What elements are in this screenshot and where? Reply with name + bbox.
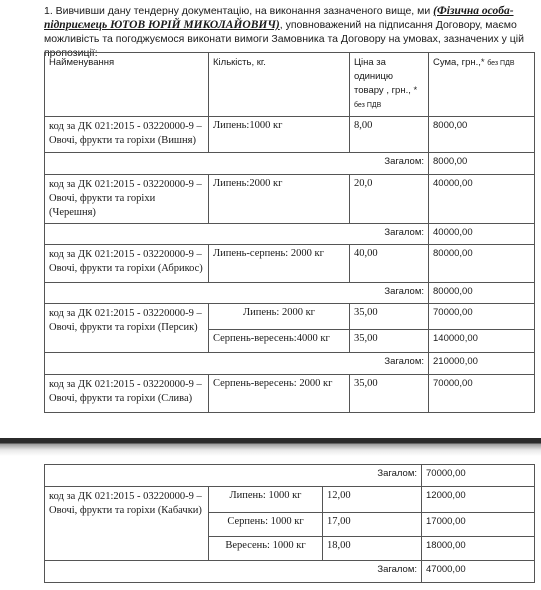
table-header-row — [45, 53, 535, 117]
item-price: 35,00 — [350, 330, 429, 353]
item-sum: 70000,00 — [429, 304, 535, 330]
total-label: Загалом: — [45, 353, 429, 375]
item-name: код за ДК 021:2015 - 03220000-9 – Овочі, фрукти та горіхи (Слива) — [45, 375, 209, 413]
item-qty: Липень-серпень: 2000 кг — [209, 245, 350, 283]
item-sum: 80000,00 — [429, 245, 535, 283]
table-row — [45, 487, 535, 513]
item-name: код за ДК 021:2015 - 03220000-9 – Овочі, фрукти та горіхи (Кабачки) — [45, 487, 209, 561]
total-row — [45, 283, 535, 304]
page-break — [0, 438, 541, 456]
item-name: код за ДК 021:2015 - 03220000-9 – Овочі, фрукти та горіхи (Абрикос) — [45, 245, 209, 283]
total-label: Загалом: — [45, 224, 429, 245]
item-sum: 70000,00 — [429, 375, 535, 413]
total-label: Загалом: — [45, 561, 422, 583]
header-sum-note: без ПДВ — [487, 60, 515, 67]
item-qty: Липень:1000 кг — [209, 117, 350, 153]
total-value: 8000,00 — [429, 153, 535, 175]
total-row — [45, 224, 535, 245]
item-qty: Липень: 2000 кг — [209, 304, 350, 330]
total-row — [45, 153, 535, 175]
item-price: 12,00 — [323, 487, 422, 513]
item-price: 17,00 — [323, 513, 422, 537]
item-qty: Липень:2000 кг — [209, 175, 350, 224]
item-sum: 40000,00 — [429, 175, 535, 224]
header-qty: Кількість, кг. — [209, 53, 350, 117]
item-sum: 12000,00 — [422, 487, 535, 513]
total-row — [45, 465, 535, 487]
total-value: 47000,00 — [422, 561, 535, 583]
item-price: 35,00 — [350, 375, 429, 413]
item-sum: 17000,00 — [422, 513, 535, 537]
item-name: код за ДК 021:2015 - 03220000-9 – Овочі, фрукти та горіхи (Персик) — [45, 304, 209, 353]
table-row — [45, 245, 535, 283]
item-qty: Липень: 1000 кг — [209, 487, 323, 513]
intro-text-end: , уповноважений на підписання Договору, маємо можливість та погоджуємося виконати вимоги Замовника та Договору на умовах, зазначених у цій пропозиції: — [44, 19, 525, 59]
total-value: 40000,00 — [429, 224, 535, 245]
item-sum — [429, 117, 535, 153]
total-label: Загалом: — [45, 153, 429, 175]
total-label: Загалом: — [45, 283, 429, 304]
header-sum-label: Сума, грн.,* — [433, 57, 485, 68]
table-row — [45, 117, 535, 153]
intro-entity-name: (Фізична особа-підприємець ЮТОВ ЮРІЙ МИКОЛАЙОВИЧ) — [44, 5, 514, 31]
header-price-label: Ціна за одиницю товару , грн., * — [354, 57, 418, 96]
total-label: Загалом: — [45, 465, 422, 487]
item-price: 35,00 — [350, 304, 429, 330]
header-price — [350, 53, 429, 117]
total-row — [45, 353, 535, 375]
total-value: 70000,00 — [422, 465, 535, 487]
table-row — [45, 304, 535, 330]
item-price: 18,00 — [323, 537, 422, 561]
total-value: 80000,00 — [429, 283, 535, 304]
intro-text-start: 1. Вивчивши дану тендерну документацію, на виконання зазначеного вище, ми — [44, 5, 434, 17]
item-name: код за ДК 021:2015 - 03220000-9 – Овочі, фрукти та горіхи (Вишня) — [45, 117, 209, 153]
item-price: 40,00 — [350, 245, 429, 283]
item-qty: Серпень-вересень:4000 кг — [209, 330, 350, 353]
table-row — [45, 375, 535, 413]
header-name: Найменування — [45, 53, 209, 117]
header-sum — [429, 53, 535, 117]
item-price: 8,00 — [350, 117, 429, 153]
item-price: 20,0 — [350, 175, 429, 224]
proposal-table-continued — [44, 464, 535, 583]
item-sum-value: 8000,00 — [433, 120, 468, 131]
total-value: 210000,00 — [429, 353, 535, 375]
total-row — [45, 561, 535, 583]
item-qty: Вересень: 1000 кг — [209, 537, 323, 561]
item-qty: Серпень-вересень: 2000 кг — [209, 375, 350, 413]
item-sum: 140000,00 — [429, 330, 535, 353]
item-sum: 18000,00 — [422, 537, 535, 561]
item-qty: Серпень: 1000 кг — [209, 513, 323, 537]
header-price-note: без ПДВ — [354, 102, 382, 109]
proposal-table — [44, 52, 535, 413]
item-name: код за ДК 021:2015 - 03220000-9 – Овочі, фрукти та горіхи (Черешня) — [45, 175, 209, 224]
table-row — [45, 175, 535, 224]
